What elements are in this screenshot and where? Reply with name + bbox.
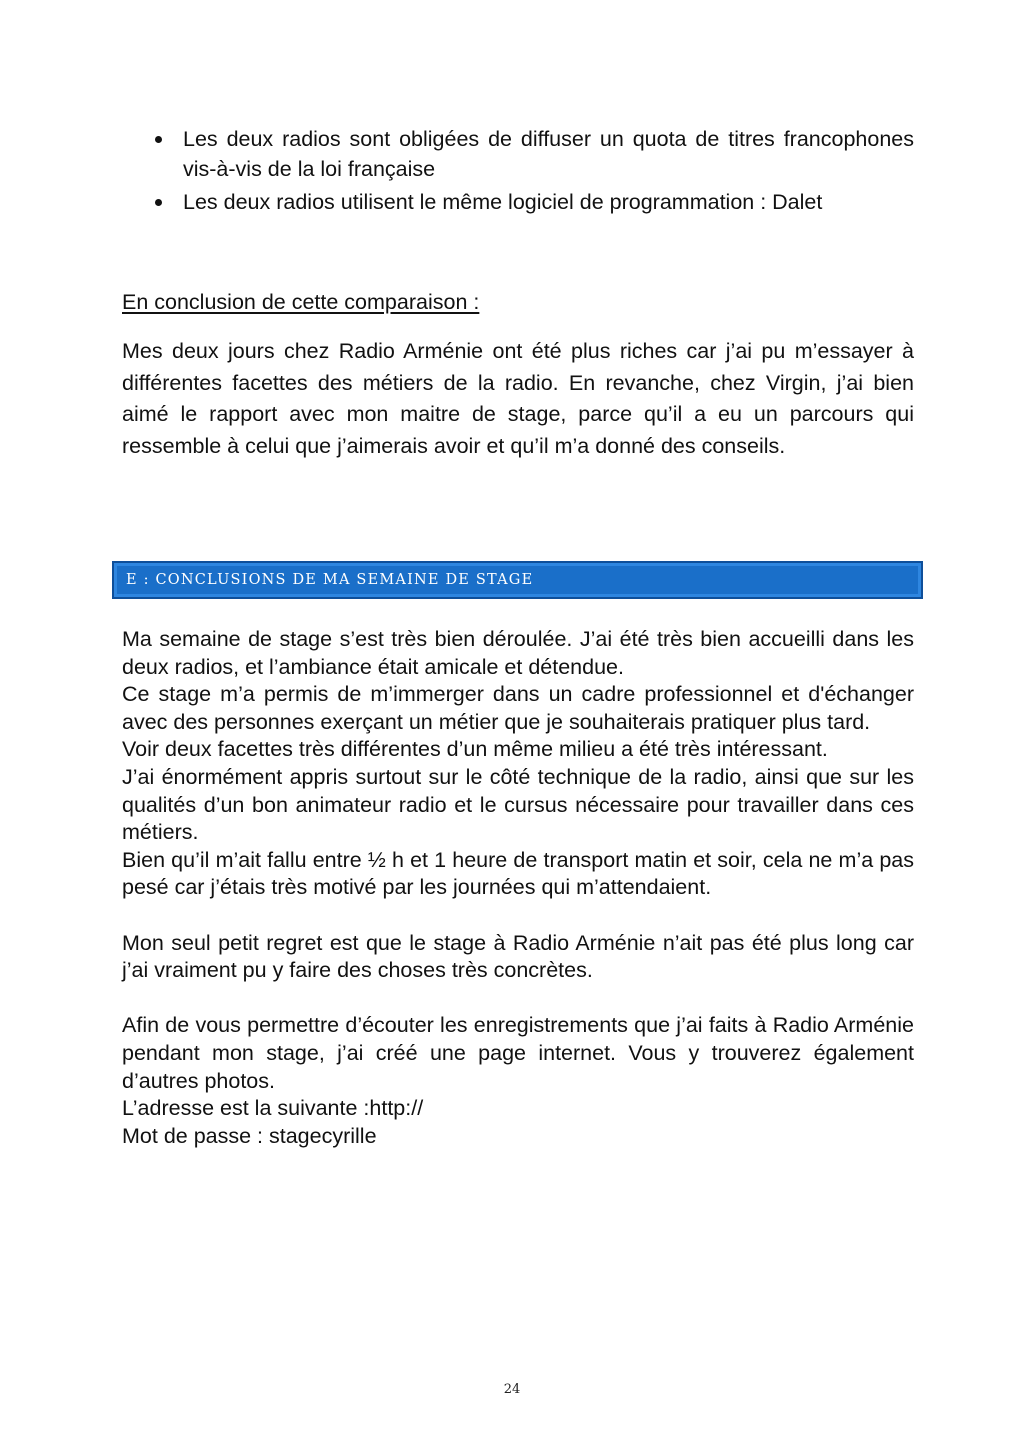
comparison-paragraph: Mes deux jours chez Radio Arménie ont été plus riches car j’ai pu m’essayer à différentes facettes des métiers de la radio. En revanche, chez Virgin, j’ai bien aimé le rapport avec mon maitre de stage, parce qu’il a eu un parcours qui ressemble à celui que j’aimerais avoir et qu’il m’a donné des conseils. — [122, 339, 914, 458]
conclusion-body — [122, 626, 914, 1150]
list-item — [122, 124, 914, 184]
bullet-icon — [155, 136, 162, 143]
conclusion-paragraph: Ma semaine de stage s’est très bien déroulée. J’ai été très bien accueilli dans les deux radios, et l’ambiance était amicale et détendue. — [122, 627, 914, 679]
website-password: Mot de passe : stagecyrille — [122, 1123, 377, 1148]
page-number: 24 — [503, 1382, 521, 1397]
regret-paragraph: Mon seul petit regret est que le stage à Radio Arménie n’ait pas été plus long car j’ai vraiment pu y faire des choses très concrètes. — [122, 930, 914, 983]
paragraph-spacer — [122, 985, 914, 1013]
bullet-list — [122, 124, 914, 220]
conclusion-paragraph: Ce stage m’a permis de m’immerger dans un cadre professionnel et d'échanger avec des personnes exerçant un métier que je souhaiterais pratiquer plus tard. — [122, 682, 914, 734]
conclusion-paragraph: J’ai énormément appris surtout sur le côté technique de la radio, ainsi que sur les qualités d’un bon animateur radio et le cursus nécessaire pour travailler dans ces métiers. — [122, 764, 914, 845]
website-address: L’adresse est la suivante :http:// — [122, 1096, 424, 1121]
website-paragraph: Afin de vous permettre d’écouter les enregistrements que j’ai faits à Radio Arménie pendant mon stage, j’ai créé une page internet. Vous y trouverez également d’autres photos. — [122, 1013, 914, 1093]
section-header-bar — [112, 561, 923, 599]
bullet-text: Les deux radios sont obligées de diffuser un quota de titres francophones vis-à-vis de la loi française — [183, 127, 914, 181]
bullet-text: Les deux radios utilisent le même logiciel de programmation : Dalet — [183, 190, 823, 214]
comparison-heading: En conclusion de cette comparaison : — [122, 290, 480, 314]
conclusion-paragraph: Voir deux facettes très différentes d’un même milieu a été très intéressant. — [122, 737, 828, 762]
section-title: E : CONCLUSIONS DE MA SEMAINE DE STAGE — [126, 572, 534, 588]
conclusion-paragraph: Bien qu’il m’ait fallu entre ½ h et 1 heure de transport matin et soir, cela ne m’a pas pesé car j’étais très motivé par les journées qui m’attendaient. — [122, 847, 914, 900]
bullet-icon — [155, 199, 162, 206]
list-item — [122, 187, 914, 217]
paragraph-spacer — [122, 902, 914, 930]
